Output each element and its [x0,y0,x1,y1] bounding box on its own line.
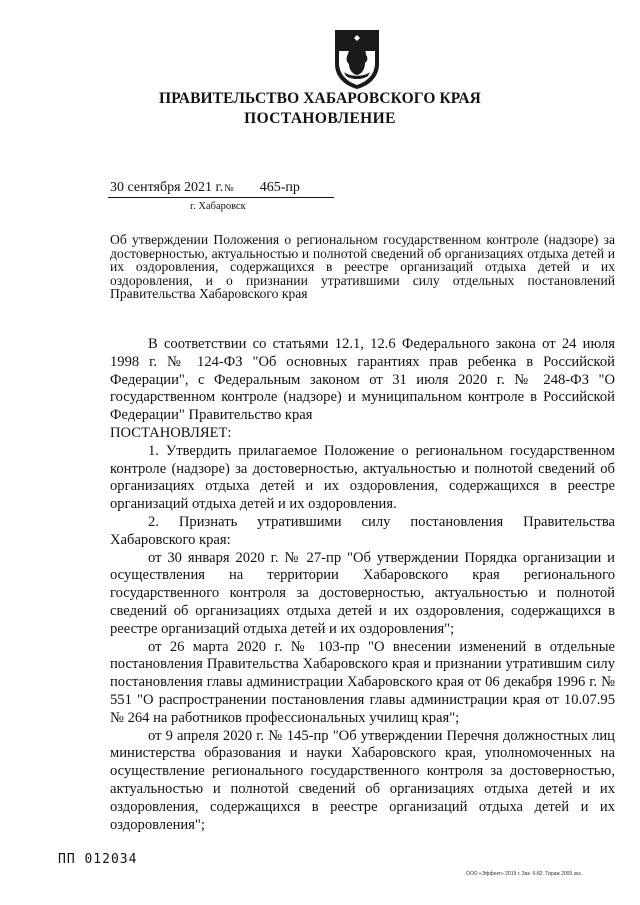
date-underline [108,197,334,198]
document-subject: Об утверждении Положения о региональном государственном контроле (надзоре) за достоверностью, актуальностью и полнотой сведений об организациях отдыха детей и их оздоровления, содержащихся в реестре организаций отдыха детей и их оздоровления, и о признании утратившими силу отдельных постановлений Правительства Хабаровского края [110,232,615,302]
item-2-paragraph: 2. Признать утратившими силу постановления Правительства Хабаровского края: [110,513,615,548]
item-1-paragraph: 1. Утвердить прилагаемое Положение о региональном государственном контроле (надзоре) за достоверностью, актуальностью и полнотой сведений об организациях отдыха детей и их оздоровления, содержащихся в реестре организаций отдыха детей и их оздоровления. [110,442,615,513]
sub-item-2-paragraph: от 26 марта 2020 г. № 103-пр "О внесении изменений в отдельные постановления Правительства Хабаровского края и признании утратившим силу постановления главы администрации Хабаровского края от 06 декабря 1996 г. № 551 "О распространении постановления главы администрации края от 10.07.95 № 264 на работников профессиональных училищ края"; [110,638,615,726]
form-code: ПП 012034 [58,852,138,867]
document-date: 30 сентября 2021 г. [110,180,224,195]
khabarovsk-krai-coat-of-arms-icon [332,28,382,90]
sub-item-3-paragraph: от 9 апреля 2020 г. № 145-пр "Об утверждении Перечня должностных лиц министерства образования и науки Хабаровского края, уполномоченных на осуществление регионального государственного контроля за достоверностью, актуальностью и полнотой сведений об организациях отдыха детей и их оздоровления, содержащихся в реестре организаций отдыха детей и их оздоровления"; [110,727,615,833]
document-body [110,336,615,834]
document-number: 465-пр [259,180,300,195]
resolves-heading: ПОСТАНОВЛЯЕТ: [110,424,232,441]
date-number-line [110,180,300,196]
printer-imprint: ООО «Эффект» 2019 г. Зак. II-82. Тираж 2000 экз. [466,871,583,877]
org-title: ПРАВИТЕЛЬСТВО ХАБАРОВСКОГО КРАЯ [159,90,481,107]
sub-item-1-paragraph: от 30 января 2020 г. № 27-пр "Об утверждении Порядка организации и осуществления на территории Хабаровского края регионального государственного контроля за достоверностью, актуальностью и полнотой сведений об организациях отдыха детей и их оздоровления, содержащихся в реестре организаций отдыха детей и их оздоровления"; [110,549,615,637]
document-city: г. Хабаровск [190,201,246,212]
number-sign: № [224,183,234,194]
preamble-paragraph: В соответствии со статьями 12.1, 12.6 Федерального закона от 24 июля 1998 г. № 124-ФЗ "Об основных гарантиях прав ребенка в Российской Федерации", с Федеральным законом от 31 июля 2020 г. № 248-ФЗ "О государственном контроле (надзоре) и муниципальном контроле в Российской Федерации" Правительство края [110,336,615,424]
doc-type-title: ПОСТАНОВЛЕНИЕ [244,110,396,127]
